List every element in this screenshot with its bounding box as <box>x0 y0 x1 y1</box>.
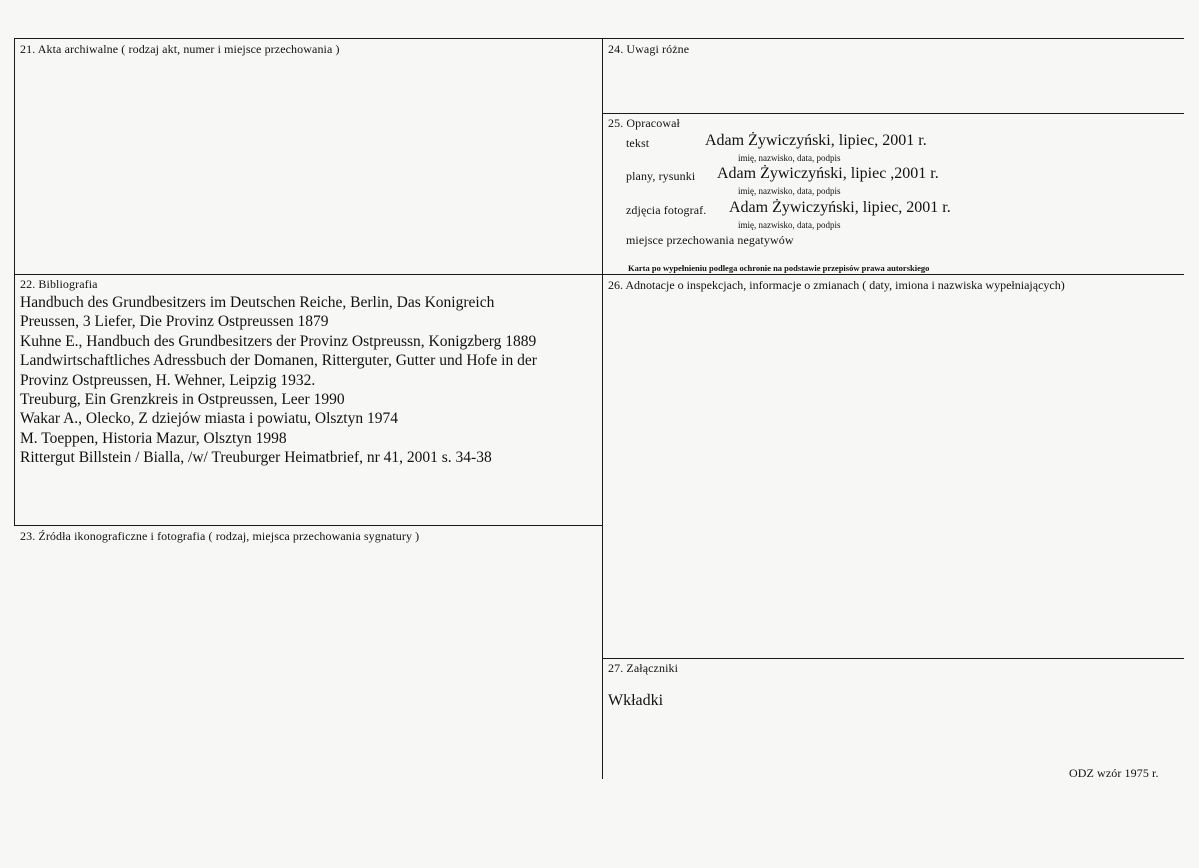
bibliography-line: M. Toeppen, Historia Mazur, Olsztyn 1998 <box>20 429 287 447</box>
bibliography-line: Handbuch des Grundbesitzers im Deutschen Reiche, Berlin, Das Konigreich <box>20 294 495 311</box>
plany-hint: imię, nazwisko, data, podpis <box>738 186 841 196</box>
plany-value: Adam Żywiczyński, lipiec ,2001 r. <box>717 165 939 182</box>
center-divider <box>602 38 603 779</box>
tekst-hint: imię, nazwisko, data, podpis <box>738 153 841 163</box>
left-border <box>14 38 15 526</box>
bibliography-line: Preussen, 3 Liefer, Die Provinz Ostpreussen 1879 <box>20 313 329 331</box>
zdjecia-hint: imię, nazwisko, data, podpis <box>738 220 841 230</box>
section-26-label: 26. Adnotacje o inspekcjach, informacje o zmianach ( daty, imiona i nazwiska wypełniających) <box>608 278 1065 292</box>
rule-21-22 <box>14 274 1184 275</box>
plany-label: plany, rysunki <box>626 169 696 183</box>
tekst-label: tekst <box>626 136 650 150</box>
section-27-label: 27. Załączniki <box>608 661 679 675</box>
bibliography-line: Wakar A., Olecko, Z dziejów miasta i powiatu, Olsztyn 1974 <box>20 410 398 428</box>
bibliography-line: Treuburg, Ein Grenzkreis in Ostpreussen, Leer 1990 <box>20 391 345 409</box>
section-25-label: 25. Opracował <box>608 116 680 130</box>
section-22-label: 22. Bibliografia <box>20 277 98 291</box>
bibliography-line: Rittergut Billstein / Bialla, /w/ Treuburger Heimatbrief, nr 41, 2001 s. 34-38 <box>20 449 492 467</box>
top-rule <box>14 38 1184 39</box>
bibliography-line: Provinz Ostpreussen, H. Wehner, Leipzig 1932. <box>20 371 316 389</box>
zdjecia-value: Adam Żywiczyński, lipiec, 2001 r. <box>729 199 951 216</box>
rule-22-23 <box>14 525 603 526</box>
section-24-label: 24. Uwagi różne <box>608 42 690 56</box>
bibliography-line: Landwirtschaftliches Adressbuch der Domanen, Ritterguter, Gutter und Hofe in der <box>20 352 537 370</box>
tekst-value: Adam Żywiczyński, lipiec, 2001 r. <box>705 132 927 149</box>
section-21-label: 21. Akta archiwalne ( rodzaj akt, numer i miejsce przechowania ) <box>20 42 340 56</box>
bibliography-line: Kuhne E., Handbuch des Grundbesitzers der Provinz Ostpreussn, Konigzberg 1889 <box>20 332 537 350</box>
rule-24-25 <box>603 113 1184 114</box>
form-identifier: ODZ wzór 1975 r. <box>1069 766 1159 780</box>
section-23-label: 23. Źródła ikonograficzne i fotografia ( rodzaj, miejsca przechowania sygnatury ) <box>20 529 420 543</box>
bibliography-list <box>20 293 600 468</box>
copyright-notice: Karta po wypełnieniu podlega ochronie na podstawie przepisów prawa autorskiego <box>628 263 930 273</box>
attachments-value: Wkładki <box>608 692 664 709</box>
negatywy-label: miejsce przechowania negatywów <box>626 233 794 247</box>
rule-26-27 <box>603 658 1184 659</box>
zdjecia-label: zdjęcia fotograf. <box>626 203 707 217</box>
